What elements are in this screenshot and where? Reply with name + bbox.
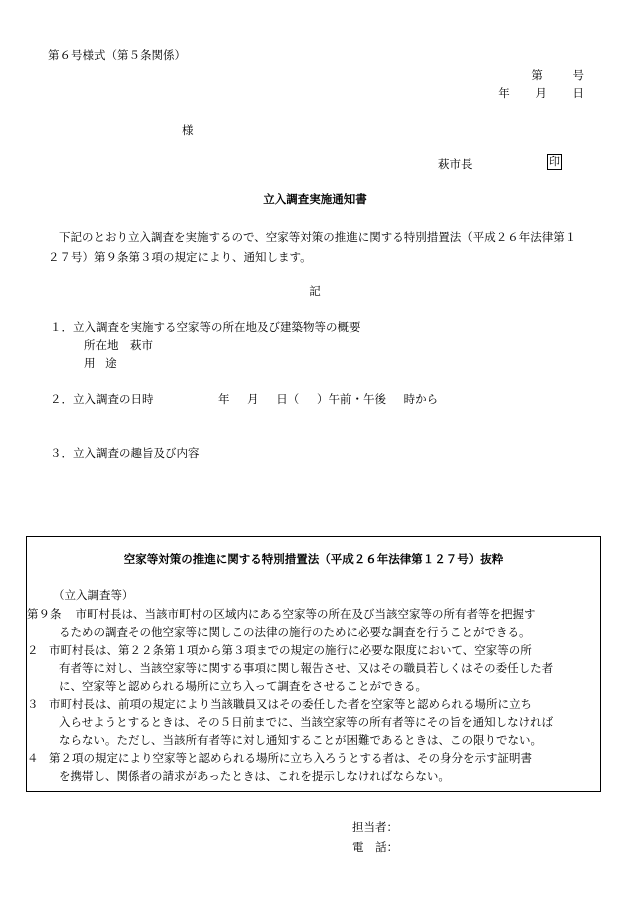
item-1-label: １．立入調査を実施する空家等の所在地及び建築物等の概要 <box>50 320 361 334</box>
item-1-usage: 用 途 <box>84 356 117 370</box>
law-paragraph-3-line: ならない。ただし、当該所有者等に対し通知することが困難であるときは、この限りでない。 <box>59 733 542 747</box>
law-paragraph-2-line: に、空家等と認められる場所に立ち入って調査をさせることができる。 <box>59 679 427 693</box>
contact-phone: 電 話： <box>352 840 399 854</box>
law-excerpt-title: 空家等対策の推進に関する特別措置法（平成２６年法律第１２７号）抜粋 <box>123 552 504 566</box>
law-paragraph-3 <box>27 695 586 749</box>
law-paragraph-2-number: ２ <box>27 643 39 657</box>
law-paragraph-4-line: 第２項の規定により空家等と認められる場所に立ち入ろうとする者は、その身分を示す証明書 <box>49 751 532 765</box>
item-3-label: ３．立入調査の趣旨及び内容 <box>50 446 200 460</box>
body-paragraph: 下記のとおり立入調査を実施するので、空家等対策の推進に関する特別措置法（平成２６年法律第１２７号）第９条第３項の規定により、通知します。 <box>48 230 577 264</box>
law-caption: （立入調査等） <box>53 588 134 602</box>
law-paragraph-2-line: 有者等に対し、当該空家等に関する事項に関し報告させ、又はその職員若しくはその委任した者 <box>59 661 554 675</box>
law-paragraph-3-line: 入らせようとするときは、その５日前までに、当該空家等の所有者等にその旨を通知しなければ <box>59 715 554 729</box>
law-paragraph-4-line: を携帯し、関係者の請求があったときは、これを提示しなければならない。 <box>59 769 450 783</box>
document-number: 第 号 <box>531 68 584 82</box>
form-number: 第６号様式（第５条関係） <box>48 48 186 62</box>
law-paragraph-1 <box>27 605 586 641</box>
seal-box: 印 <box>549 155 560 168</box>
law-paragraph-3-line: 市町村長は、前項の規定により当該職員又はその委任した者を空家等と認められる場所に立ち <box>49 697 532 711</box>
mayor-name: 萩市長 <box>438 157 473 171</box>
contact-person: 担当者： <box>352 820 398 834</box>
law-paragraph-4 <box>27 749 586 785</box>
law-paragraph-2 <box>27 641 586 695</box>
item-2-label: ２．立入調査の日時 <box>50 392 154 406</box>
law-paragraph-3-number: ３ <box>27 697 39 711</box>
law-paragraph-1-number: 第９条 <box>27 607 62 621</box>
date-line: 年 月 日 <box>498 86 584 100</box>
document-title: 立入調査実施通知書 <box>263 192 367 206</box>
ki-heading: 記 <box>309 284 321 298</box>
law-paragraph-1-line: 市町村長は、当該市町村の区域内にある空家等の所在及び当該空家等の所有者等を把握す <box>75 607 536 621</box>
law-excerpt-box <box>26 536 601 792</box>
addressee: 様 <box>182 123 194 137</box>
item-1-location: 所在地 萩市 <box>84 338 153 352</box>
law-paragraph-4-number: ４ <box>27 751 39 765</box>
law-paragraph-2-line: 市町村長は、第２２条第１項から第３項までの規定の施行に必要な限度において、空家等の所 <box>49 643 532 657</box>
item-2-schedule: 年 月 日（ ）午前・午後 時から <box>218 392 439 406</box>
law-paragraph-1-line: るための調査その他空家等に関しこの法律の施行のために必要な調査を行うことができる。 <box>59 625 531 639</box>
